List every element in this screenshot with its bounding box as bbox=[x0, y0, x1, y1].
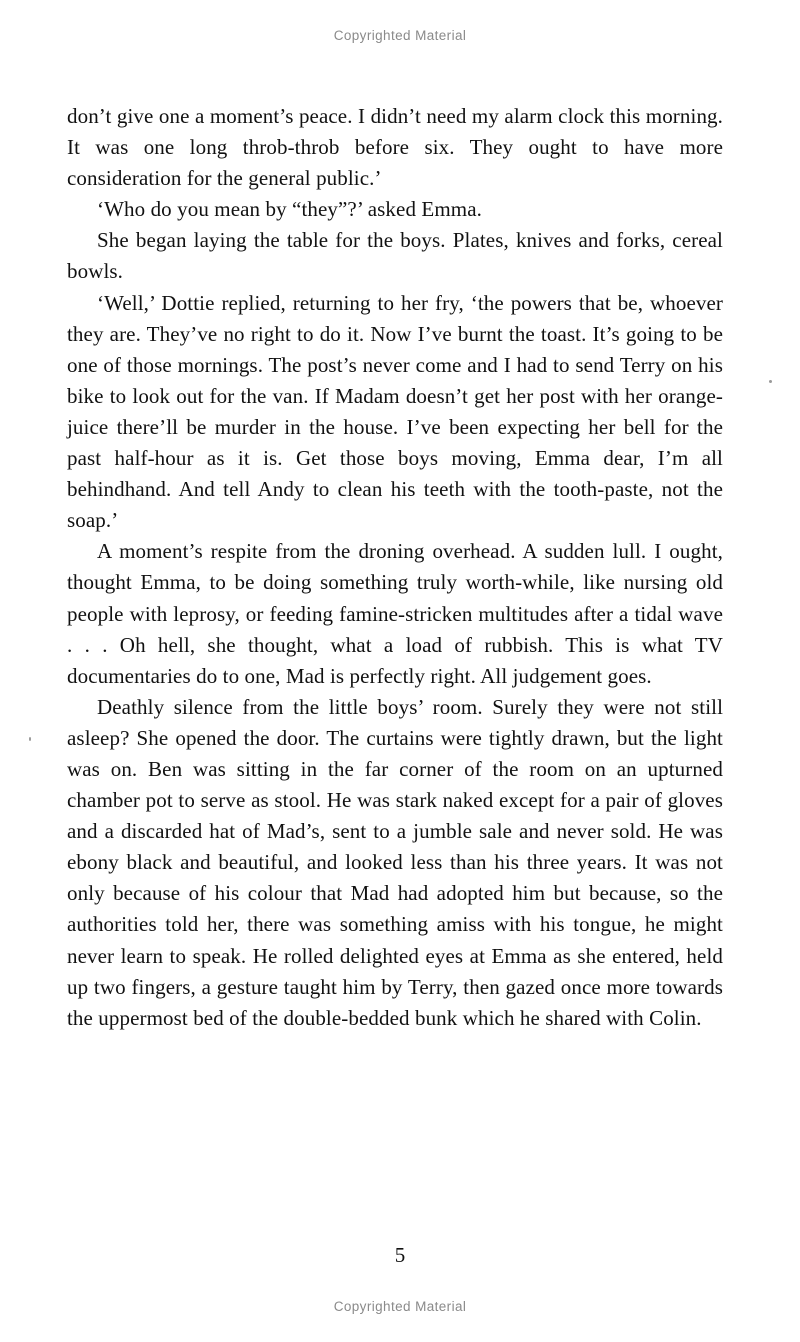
copyright-notice-bottom: Copyrighted Material bbox=[333, 1299, 467, 1314]
paragraph: A moment’s respite from the droning overhead. A sudden lull. I ought, thought Emma, to be doing something truly worth-while, like nursing old people with leprosy, or feeding famine-stricken multitudes after a tidal wave . . . Oh hell, she thought, what a load of rubbish. This is what TV documentaries do to one, Mad is perfectly right. All judgement goes. bbox=[67, 539, 723, 688]
paragraph: don’t give one a moment’s peace. I didn’t need my alarm clock this morning. It was one long throb-throb before six. They ought to have more consideration for the general public.’ bbox=[67, 104, 723, 191]
page-body bbox=[67, 101, 723, 1034]
paragraph: She began laying the table for the boys. Plates, knives and forks, cereal bowls. bbox=[67, 228, 723, 284]
copyright-notice-top: Copyrighted Material bbox=[333, 28, 467, 43]
paragraph: ‘Well,’ Dottie replied, returning to her fry, ‘the powers that be, whoever they are. They’ve no right to do it. Now I’ve burnt the toast. It’s going to be one of those mornings. The post’s never come and I had to send Terry on his bike to look out for the van. If Madam doesn’t get her post with her orange-juice there’ll be murder in the house. I’ve been expecting her bell for the past half-hour as it is. Get those boys moving, Emma dear, I’m all behindhand. And tell Andy to clean his teeth with the tooth-paste, not the soap.’ bbox=[67, 290, 723, 533]
paragraph: Deathly silence from the little boys’ room. Surely they were not still asleep? She opened the door. The curtains were tightly drawn, but the light was on. Ben was sitting in the far corner of the room on an upturned chamber pot to serve as stool. He was stark naked except for a pair of gloves and a discarded hat of Mad’s, sent to a jumble sale and never sold. He was ebony black and beautiful, and looked less than his three years. It was not only because of his colour that Mad had adopted him but because, so the authorities told her, there was something amiss with his tongue, he might never learn to speak. He rolled delighted eyes at Emma as she entered, held up two fingers, a gesture taught him by Terry, then gazed once more towards the uppermost bed of the double-bedded bunk which he shared with Colin. bbox=[67, 694, 723, 1030]
scan-speck bbox=[29, 737, 31, 741]
paragraph: ‘Who do you mean by “they”?’ asked Emma. bbox=[97, 197, 482, 222]
scan-speck bbox=[769, 380, 772, 383]
page-number: 5 bbox=[394, 1243, 406, 1267]
